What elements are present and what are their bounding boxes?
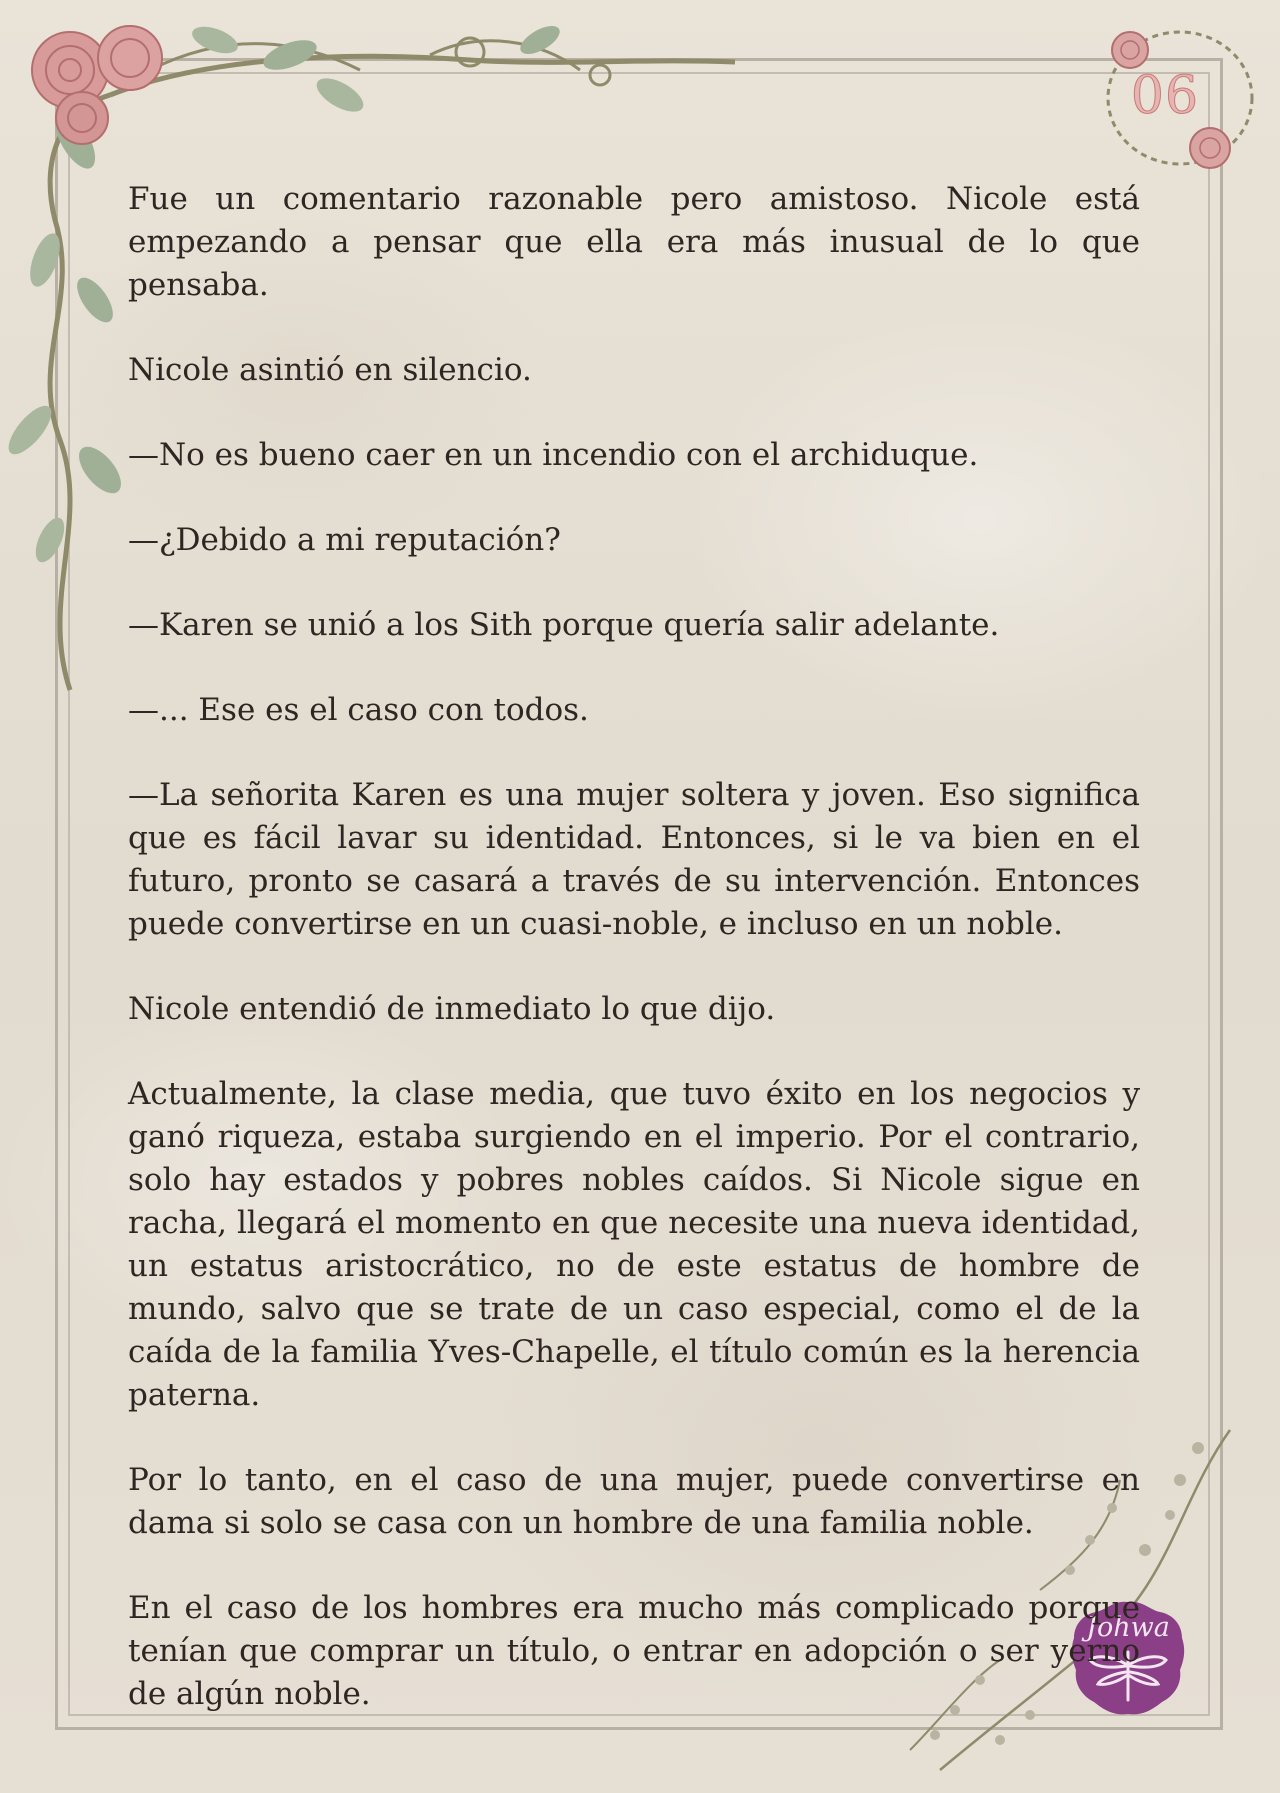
paragraph: Nicole entendió de inmediato lo que dijo.	[128, 991, 776, 1027]
paragraph: —Karen se unió a los Sith porque quería salir adelante.	[128, 607, 1000, 643]
page-number: 06	[1130, 66, 1200, 126]
johwa-badge-label: Johwa	[1086, 1612, 1170, 1643]
paragraph: —No es bueno caer en un incendio con el archiduque.	[128, 437, 979, 473]
paragraph: —... Ese es el caso con todos.	[128, 692, 589, 728]
paragraph: Por lo tanto, en el caso de una mujer, puede convertirse en dama si solo se casa con un hombre de una familia noble.	[128, 1462, 1140, 1541]
story-text	[128, 178, 1140, 1758]
paragraph: —La señorita Karen es una mujer soltera y joven. Eso significa que es fácil lavar su identidad. Entonces, si le va bien en el futuro, pronto se casará a través de su intervención. Entonces puede convertirse en un cuasi-noble, e incluso en un noble.	[128, 777, 1140, 942]
paragraph: Actualmente, la clase media, que tuvo éxito en los negocios y ganó riqueza, estaba surgiendo en el imperio. Por el contrario, solo hay estados y pobres nobles caídos. Si Nicole sigue en racha, llegará el momento en que necesite una nueva identidad, un estatus aristocrático, no de este estatus de hombre de mundo, salvo que se trate de un caso especial, como el de la caída de la familia Yves-Chapelle, el título común es la herencia paterna.	[128, 1076, 1140, 1413]
paragraph: Nicole asintió en silencio.	[128, 352, 532, 388]
paragraph: Fue un comentario razonable pero amistoso. Nicole está empezando a pensar que ella era más inusual de lo que pensaba.	[128, 181, 1140, 303]
paragraph: —¿Debido a mi reputación?	[128, 522, 561, 558]
paragraph: En el caso de los hombres era mucho más complicado porque tenían que comprar un título, o entrar en adopción o ser yerno de algún noble.	[128, 1590, 1140, 1712]
